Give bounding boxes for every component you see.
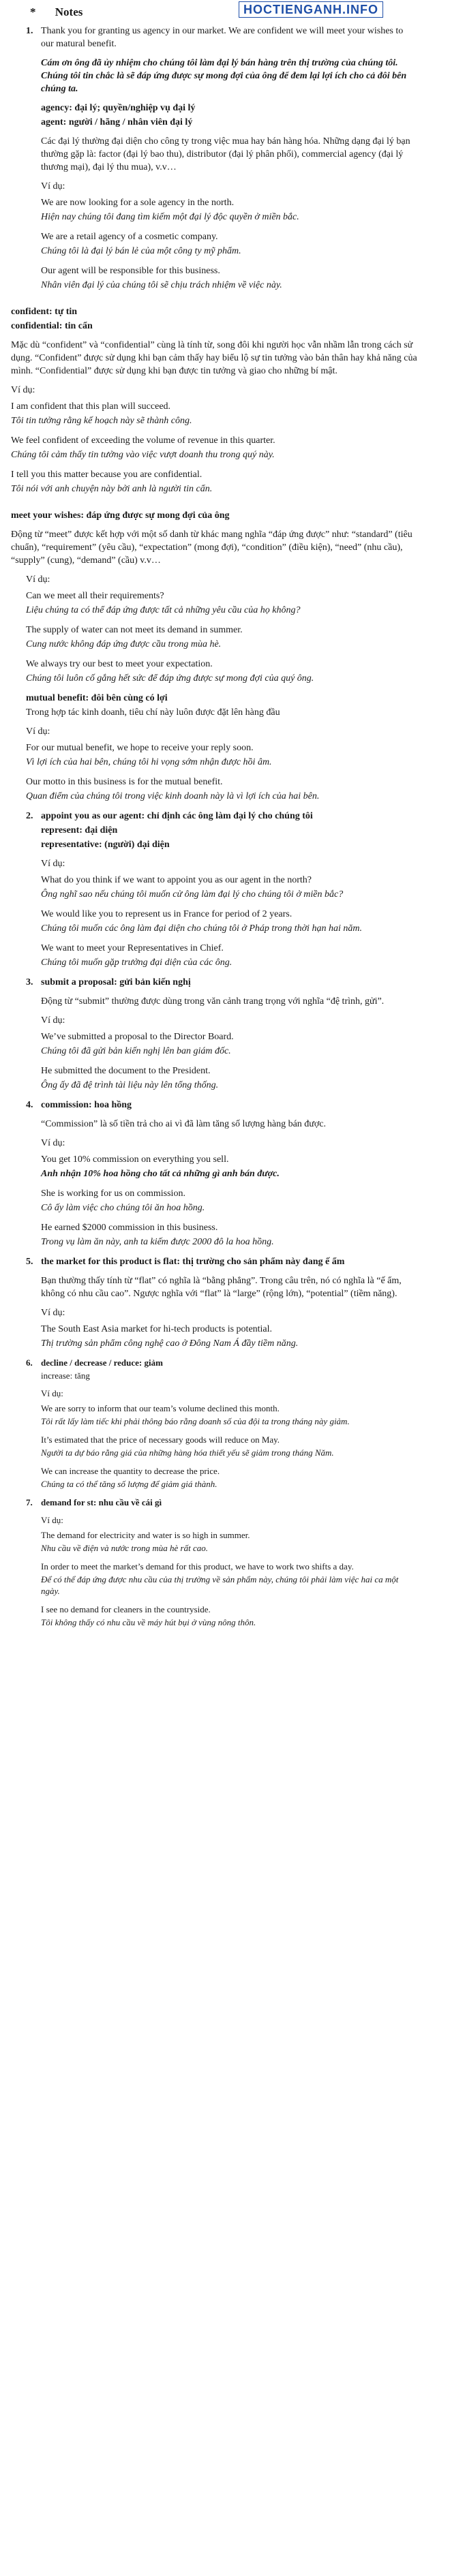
example-en: Can we meet all their requirements? [26, 591, 164, 601]
example-vi: Người ta dự báo rằng giá của những hàng hóa thiết yếu sẽ giảm trong tháng Năm. [41, 1447, 334, 1458]
example-vi: Hiện nay chúng tôi đang tìm kiếm một đại lý độc quyền ở miền bắc. [41, 212, 299, 222]
example-en: We are sorry to inform that our team’s volume declined this month. [41, 1403, 280, 1413]
term-increase: increase: tăng [41, 1370, 90, 1381]
example-en: We are now looking for a sole agency in the north. [41, 198, 235, 208]
term-description: “Commission” là số tiền trả cho ai vì đã làm tăng số lượng hàng bán được. [41, 1119, 327, 1129]
term-description: Mặc dù “confident” và “confidential” cùng là tính từ, song đôi khi người học vẫn nhầm lẫn trong cách sử dụng. “Confident” được sử dụng khi bạn cảm thấy hay biểu lộ sự tin tưởng vào bản thân hay khả năng của mình. “Confidential” được sử dụng khi bạn được tin tưởng và giao cho những bí mật. [11, 340, 417, 376]
example-vi: Cung nước không đáp ứng được cầu trong mùa hè. [26, 639, 222, 649]
example-label: Ví dụ: [26, 726, 50, 737]
note-item-6 [26, 1357, 417, 1490]
example-vi: Ông nghĩ sao nếu chúng tôi muốn cử ông làm đại lý cho chúng tôi ở miền bắc? [41, 889, 344, 900]
example-vi: Ông ấy đã đệ trình tài liệu này lên tổng thống. [41, 1080, 219, 1090]
example-en: You get 10% commission on everything you sell. [41, 1154, 229, 1165]
example-vi: Anh nhận 10% hoa hồng cho tất cả những gì anh bán được. [41, 1169, 280, 1179]
example-vi: Chúng tôi cảm thấy tin tưởng vào việc vượt doanh thu trong quý này. [11, 450, 275, 460]
term-description: Các đại lý thường đại diện cho công ty trong việc mua hay bán hàng hóa. Những dạng đại lý bạn thường gặp là: factor (đại lý bao thu), distributor (đại lý phân phối), commercial agency (đại lý thương mại), đại lý thu mua), v.v… [41, 136, 410, 172]
example-label: Ví dụ: [26, 574, 50, 585]
site-logo[interactable]: HOCTIENGANH.INFO [239, 1, 383, 18]
term-meet-wishes: meet your wishes: đáp ứng được sự mong đợi của ông [11, 510, 230, 521]
example-en: It’s estimated that the price of necessary goods will reduce on May. [41, 1435, 280, 1445]
note-item-3 [26, 976, 417, 1092]
term-mutual-benefit: mutual benefit: đôi bên cùng có lợi [26, 693, 168, 703]
term-representative: representative: (người) đại diện [41, 840, 170, 850]
notes-content [11, 25, 417, 1635]
example-label: Ví dụ: [11, 385, 35, 395]
term-demand: demand for st: nhu cầu về cái gì [41, 1497, 162, 1507]
note-item-5 [26, 1255, 417, 1350]
example-en: Our agent will be responsible for this business. [41, 266, 220, 276]
example-en: The demand for electricity and water is so high in summer. [41, 1530, 250, 1540]
example-label: Ví dụ: [41, 1515, 63, 1525]
example-label: Ví dụ: [41, 1138, 65, 1148]
example-en: I am confident that this plan will succeed. [11, 401, 171, 412]
term-description: Bạn thường thấy tính từ “flat” có nghĩa là “bằng phẳng”. Trong câu trên, nó có nghĩa là “ế ẩm, không có nhu cầu cao”. Ngược nghĩa với “flat” là “large” (rộng lớn), “potential” (tiềm năng). [41, 1276, 402, 1299]
example-label: Ví dụ: [41, 1308, 65, 1318]
term-appoint: appoint you as our agent: chỉ định các ông làm đại lý cho chúng tôi [41, 811, 313, 821]
term-agency: agency: đại lý; quyền/nghiệp vụ đại lý [41, 103, 196, 113]
example-group [26, 573, 417, 803]
example-vi: Liệu chúng ta có thể đáp ứng được tất cả những yêu cầu của họ không? [26, 605, 301, 615]
example-en: She is working for us on commission. [41, 1189, 185, 1199]
term-description: Động từ “submit” thường được dùng trong văn cảnh trang trọng với nghĩa “đệ trình, gửi”. [41, 996, 385, 1007]
term-flat-market: the market for this product is flat: thị trường cho sản phẩm này đang ế ẩm [41, 1257, 345, 1267]
example-en: We want to meet your Representatives in Chief. [41, 943, 224, 953]
term-description: Động từ “meet” được kết hợp với một số danh từ khác mang nghĩa “đáp ứng được” như: “standard” (tiêu chuẩn), “requirement” (yêu cầu), “expectation” (mong đợi), “condition” (điều kiện), “need” (nhu cầu), “supply” (cung), “demand” (cầu) v.v… [11, 530, 412, 566]
term-agent: agent: người / hãng / nhân viên đại lý [41, 117, 193, 127]
note-confident [11, 305, 417, 495]
example-en: I tell you this matter because you are confidential. [11, 470, 202, 480]
example-vi: Cô ấy làm việc cho chúng tôi ăn hoa hồng. [41, 1203, 205, 1213]
example-en: He earned $2000 commission in this business. [41, 1223, 218, 1233]
example-vi: Nhân viên đại lý của chúng tôi sẽ chịu trách nhiệm về việc này. [41, 280, 282, 290]
term-decline: decline / decrease / reduce: giảm [41, 1358, 163, 1368]
example-en: He submitted the document to the President. [41, 1066, 211, 1076]
example-label: Ví dụ: [41, 181, 65, 191]
notes-title-text: Notes [55, 5, 83, 18]
item-translation: Cám ơn ông đã ủy nhiệm cho chúng tôi làm đại lý bán hàng trên thị trường của chúng tôi. Chúng tôi tin chắc là sẽ đáp ứng được sự mong đợi của ông để đem lại lợi ích cho cả đôi bên chúng ta. [41, 58, 407, 94]
term-submit: submit a proposal: gửi bản kiến nghị [41, 977, 191, 987]
term-commission: commission: hoa hồng [41, 1100, 132, 1110]
example-vi: Chúng tôi luôn cố gắng hết sức để đáp ứng được sự mong đợi của quý ông. [26, 673, 314, 684]
item-number: 3. [26, 977, 33, 987]
example-en: We can increase the quantity to decrease the price. [41, 1466, 220, 1476]
example-vi: Quan điểm của chúng tôi trong việc kinh doanh này là vì lợi ích của hai bên. [26, 791, 320, 801]
note-meet-wishes [11, 509, 417, 803]
example-en: The South East Asia market for hi-tech products is potential. [41, 1324, 273, 1334]
item-number: 4. [26, 1100, 33, 1110]
example-vi: Tôi tin tưởng rằng kế hoạch này sẽ thành công. [11, 416, 192, 426]
example-en: We would like you to represent us in France for period of 2 years. [41, 909, 292, 919]
term-confidential: confidential: tin cẩn [11, 321, 93, 331]
notes-heading [30, 5, 82, 19]
item-number: 1. [26, 26, 33, 36]
term-description: Trong hợp tác kinh doanh, tiêu chí này luôn được đặt lên hàng đầu [26, 707, 280, 718]
term-confident: confident: tự tin [11, 307, 78, 317]
example-vi: Nhu cầu về điện và nước trong mùa hè rất cao. [41, 1543, 208, 1553]
item-number: 5. [26, 1257, 33, 1267]
note-item-2 [26, 810, 417, 969]
example-vi: Chúng ta có thể tăng số lượng để giảm giá thành. [41, 1479, 217, 1489]
example-en: I see no demand for cleaners in the countryside. [41, 1604, 211, 1614]
example-vi: Tôi nói với anh chuyện này bởi anh là người tin cẩn. [11, 484, 213, 494]
example-en: Our motto in this business is for the mutual benefit. [26, 777, 223, 787]
example-vi: Vì lợi ích của hai bên, chúng tôi hi vọng sớm nhận được hồi âm. [26, 757, 272, 767]
note-item-4 [26, 1099, 417, 1248]
example-vi: Tôi rất lấy làm tiếc khi phải thông báo rằng doanh số của đội ta trong tháng này giảm. [41, 1416, 350, 1426]
example-label: Ví dụ: [41, 1015, 65, 1026]
example-en: In order to meet the market’s demand for this product, we have to work two shifts a day. [41, 1561, 354, 1571]
bullet-star: * [30, 5, 36, 18]
item-sentence: Thank you for granting us agency in our market. We are confident we will meet your wishes to our matural benefit. [41, 26, 404, 49]
example-vi: Thị trường sản phẩm công nghệ cao ở Đông Nam Á đầy tiềm năng. [41, 1338, 299, 1349]
example-en: The supply of water can not meet its demand in summer. [26, 625, 243, 635]
example-en: For our mutual benefit, we hope to receive your reply soon. [26, 743, 254, 753]
note-item-7 [26, 1497, 417, 1628]
example-vi: Trong vụ làm ăn này, anh ta kiếm được 2000 đô la hoa hồng. [41, 1237, 274, 1247]
item-number: 6. [26, 1358, 33, 1368]
note-item-1 [26, 25, 417, 292]
example-en: We always try our best to meet your expectation. [26, 659, 213, 669]
example-vi: Chúng tôi đã gửi bản kiến nghị lên ban giám đốc. [41, 1046, 231, 1056]
item-number: 2. [26, 811, 33, 821]
example-vi: Chúng tôi muốn các ông làm đại diện cho chúng tôi ở Pháp trong thời hạn hai năm. [41, 923, 362, 934]
item-number: 7. [26, 1497, 33, 1507]
term-represent: represent: đại diện [41, 825, 118, 835]
example-vi: Để có thể đáp ứng được nhu cầu của thị trường về sản phẩm này, chúng tôi phải làm việc hai ca một ngày. [41, 1574, 399, 1596]
example-en: We feel confident of exceeding the volume of revenue in this quarter. [11, 435, 275, 446]
example-label: Ví dụ: [41, 859, 65, 869]
example-en: What do you think if we want to appoint you as our agent in the north? [41, 875, 312, 885]
example-vi: Chúng tôi là đại lý bán lẻ của một công ty mỹ phẩm. [41, 246, 241, 256]
example-en: We are a retail agency of a cosmetic company. [41, 232, 218, 242]
example-vi: Chúng tôi muốn gặp trưởng đại diện của các ông. [41, 957, 232, 968]
example-vi: Tôi không thấy có nhu cầu về máy hút bụi ở vùng nông thôn. [41, 1617, 256, 1627]
example-en: We’ve submitted a proposal to the Director Board. [41, 1032, 234, 1042]
example-label: Ví dụ: [41, 1388, 63, 1398]
